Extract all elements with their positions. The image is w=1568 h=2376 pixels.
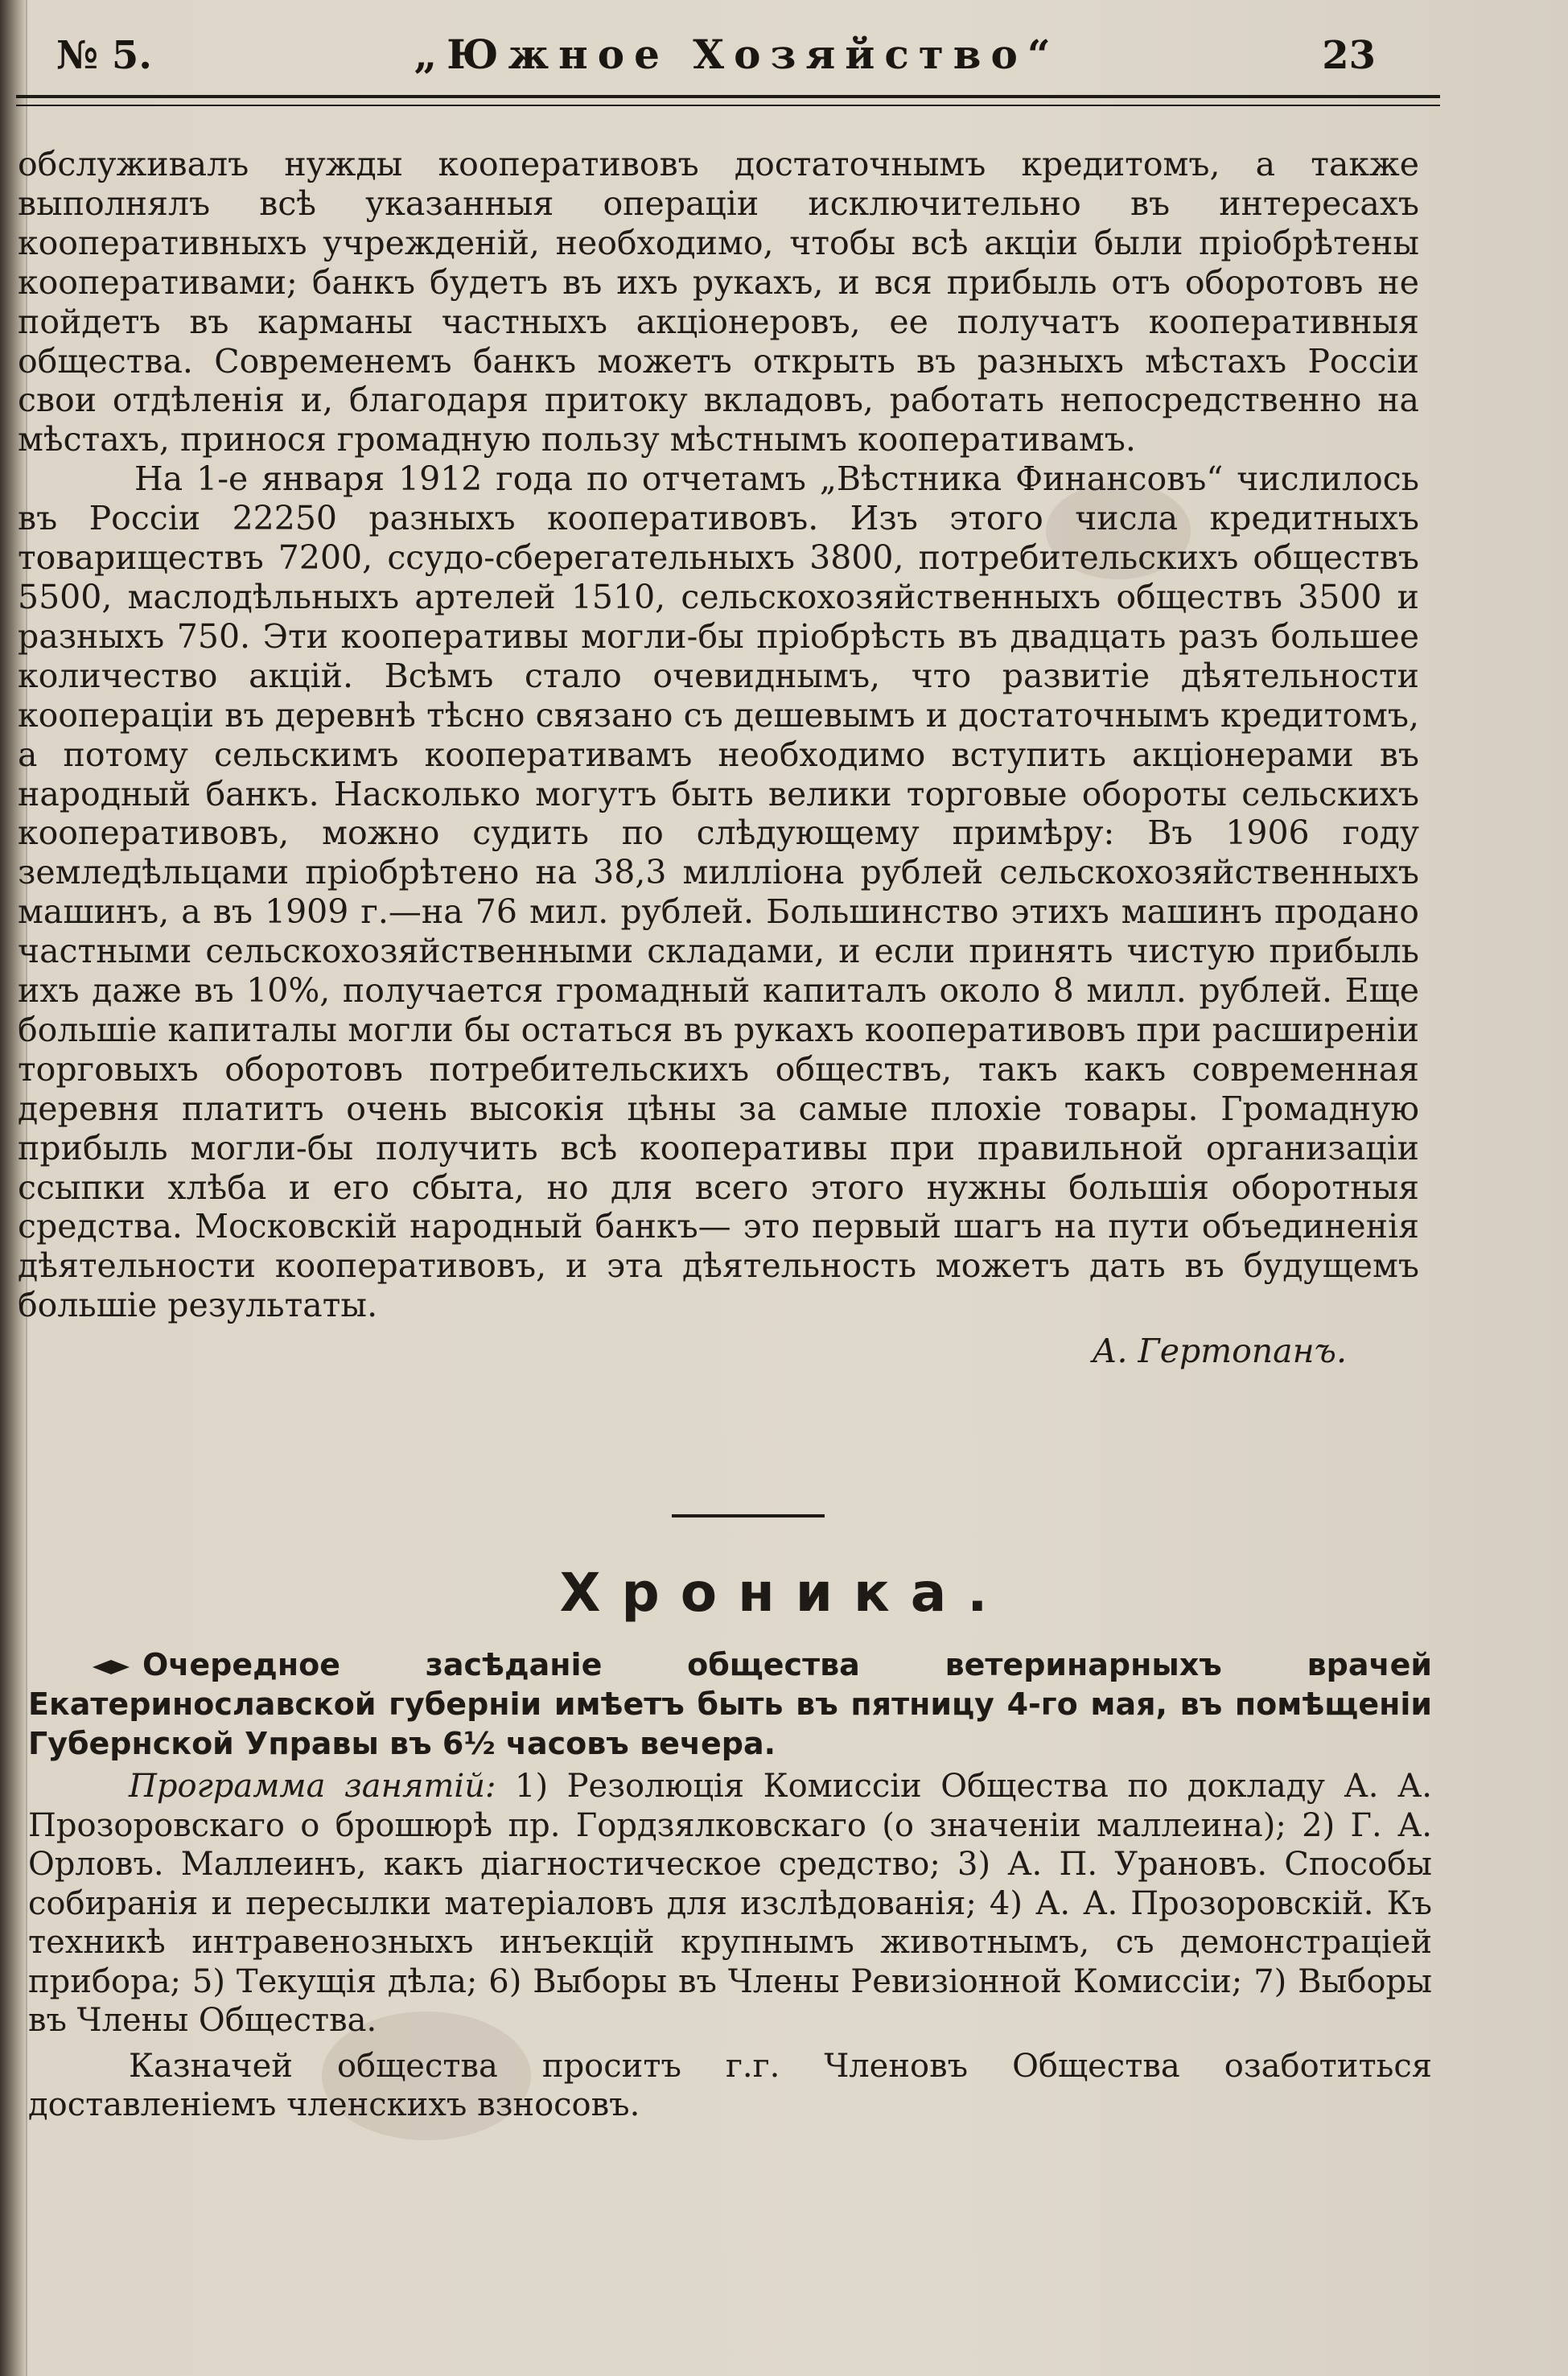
page-number: 23	[1322, 33, 1376, 78]
chronicle-note: Казначей общества проситъ г.г. Членовъ Общества озаботиться доставленіемъ членскихъ взносовъ.	[28, 2047, 1432, 2123]
chronicle-program	[28, 1767, 1432, 2040]
program-text: 1) Резолюція Комиссіи Общества по докладу А. А. Прозоровскаго о брошюрѣ пр. Гордзялковскаго (о значеніи маллеина); 2) Г. А. Орловъ. Маллеинъ, какъ діагностическое средство; 3) А. П. Урановъ. Способы собиранія и пересылки матеріаловъ для изслѣдованія; 4) А. А. Прозоровскій. Къ техникѣ интравенозныхъ инъекцій крупнымъ животнымъ, съ демонстраціей прибора; 5) Текущія дѣла; 6) Выборы въ Члены Ревизіонной Комиссіи; 7) Выборы въ Члены Общества.	[28, 1768, 1433, 2039]
chronicle-title: Хроника.	[559, 1562, 1009, 1624]
chronicle-section	[28, 1645, 1432, 2125]
header-rule	[16, 95, 1440, 98]
article-paragraph: обслуживалъ нужды кооперативовъ достаточнымъ кредитомъ, а также выполнялъ всѣ указанныя операціи исключительно въ интересахъ кооперативныхъ учрежденій, необходимо, чтобы всѣ акціи были пріобрѣтены кооперативами; банкъ будетъ въ ихъ рукахъ, и вся прибыль отъ оборотовъ не пойдетъ въ карманы частныхъ акціонеровъ, ее получатъ кооперативныя общества. Современемъ банкъ можетъ открыть въ разныхъ мѣстахъ Россіи свои отдѣленія и, благодаря притоку вкладовъ, работать непосредственно на мѣстахъ, принося громадную пользу мѣстнымъ кооперативамъ.	[18, 145, 1419, 459]
program-label: Программа занятій:	[129, 1768, 496, 1805]
issue-number: № 5.	[56, 33, 152, 78]
magazine-title: „Южное Хозяйство“	[414, 31, 1060, 78]
diamond-bullet-icon	[93, 1660, 130, 1674]
section-divider	[672, 1514, 825, 1517]
article-signature: А. Гертопанъ.	[1092, 1332, 1347, 1371]
article-body	[18, 145, 1419, 1371]
chronicle-lead-text: Очередное засѣданіе общества ветеринарныхъ врачей Екатеринославской губерніи имѣетъ быть въ пятницу 4-го мая, въ помѣщеніи Губернской Управы въ 6½ часовъ вечера.	[28, 1647, 1432, 1761]
header-rule-thin	[16, 105, 1440, 106]
chronicle-lead	[28, 1645, 1432, 1764]
page-header	[56, 31, 1376, 87]
article-paragraph: На 1-е января 1912 года по отчетамъ „Вѣстника Финансовъ“ числилось въ Россіи 22250 разныхъ кооперативовъ. Изъ этого числа кредитныхъ товариществъ 7200, ссудо-сберегательныхъ 3800, потребительскихъ обществъ 5500, маслодѣльныхъ артелей 1510, сельскохозяйственныхъ обществъ 3500 и разныхъ 750. Эти кооперативы могли-бы пріобрѣсть въ двадцать разъ большее количество акцій. Всѣмъ стало очевиднымъ, что развитіе дѣятельности коопераціи въ деревнѣ тѣсно связано съ дешевымъ и достаточнымъ кредитомъ, а потому сельскимъ кооперативамъ необходимо вступить акціонерами въ народный банкъ. Насколько могутъ быть велики торговые обороты сельскихъ кооперативовъ, можно судить по слѣдующему примѣру: Въ 1906 году земледѣльцами пріобрѣтено на 38,3 милліона рублей сельскохозяйственныхъ машинъ, а въ 1909 г.—на 76 мил. рублей. Большинство этихъ машинъ продано частными сельскохозяйственными складами, и если принять чистую прибыль ихъ даже въ 10%, получается громадный капиталъ около 8 милл. рублей. Еще большіе капиталы могли бы остаться въ рукахъ кооперативовъ при расширеніи торговыхъ оборотовъ потребительскихъ обществъ, такъ какъ современная деревня платитъ очень высокія цѣны за самые плохіе товары. Громадную прибыль могли-бы получить всѣ кооперативы при правильной организаціи ссыпки хлѣба и его сбыта, но для всего этого нужны большія оборотныя средства. Московскій народный банкъ— это первый шагъ на пути объединенія дѣятельности кооперативовъ, и эта дѣятельность можетъ дать въ будущемъ большіе результаты.	[18, 459, 1419, 1325]
